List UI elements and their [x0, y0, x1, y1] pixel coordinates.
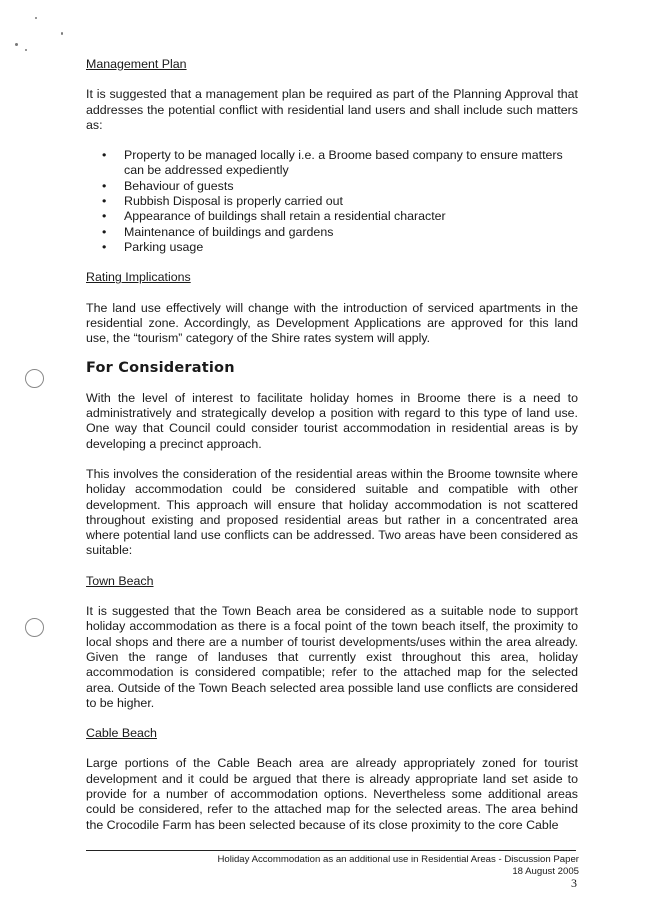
footer-date: 18 August 2005	[512, 865, 579, 877]
page-number: 3	[571, 876, 577, 890]
consideration-paragraph-2: This involves the consideration of the residential areas within the Broome townsite where holiday accommodation could be considered suitable and compatible with other development. This approach will ensure that holiday accommodation is not scattered throughout existing and proposed residential areas but rather in a concentrated area where potential land use conflicts can be addressed. Two areas have been considered as suitable:	[86, 466, 578, 558]
scan-speck	[35, 17, 37, 19]
scan-speck	[61, 32, 63, 35]
footer-document-title: Holiday Accommodation as an additional use in Residential Areas - Discussion Paper	[217, 854, 579, 865]
town-beach-body: It is suggested that the Town Beach area be considered as a suitable node to support holiday accommodation as there is a focal point of the town beach itself, the proximity to local shops and there are a number of tourist developments/uses within the area already. Given the range of landuses that currently exist throughout this area, holiday accommodation is considered compatible; refer to the attached map for the selected area. Outside of the Town Beach selected area possible land use conflicts are considered to be higher.	[86, 604, 578, 710]
management-plan-intro: It is suggested that a management plan be required as part of the Planning Approval that addresses the potential conflict with residential land users and shall include such matters as:	[86, 87, 578, 132]
management-plan-heading: Management Plan	[86, 57, 187, 71]
list-item: • Appearance of buildings shall retain a residential character	[124, 209, 578, 224]
cable-beach-heading: Cable Beach	[86, 726, 157, 741]
scan-speck	[15, 43, 18, 46]
consideration-paragraph-1: With the level of interest to facilitate holiday homes in Broome there is a need to administratively and strategically develop a position with regard to this type of land use. One way that Council could consider tourist accommodation in residential areas is by developing a precinct approach.	[86, 390, 578, 451]
list-item: • Behaviour of guests	[124, 179, 578, 194]
list-item: • Rubbish Disposal is properly carried out	[124, 194, 578, 209]
punch-hole	[25, 369, 44, 388]
rating-implications-body: The land use effectively will change with the introduction of serviced apartments in the residential zone. Accordingly, as Development Applications are approved for this land use, the “tourism” category of the Shire rates system will apply.	[86, 300, 578, 346]
town-beach-heading: Town Beach	[86, 573, 154, 588]
list-item: • Maintenance of buildings and gardens	[124, 225, 578, 240]
footer-divider	[86, 850, 576, 851]
cable-beach-body: Large portions of the Cable Beach area are already appropriately zoned for tourist development and it could be argued that there is already appropriate land set aside to provide for a number of accommodation options. Nevertheless some additional areas could be considered, refer to the attached map for the selected areas. The area behind the Crocodile Farm has been selected because of its close proximity to the core Cable	[86, 756, 578, 832]
punch-hole	[25, 618, 44, 637]
management-plan-list	[86, 148, 578, 255]
list-item: • Property to be managed locally i.e. a Broome based company to ensure matters can be addressed expediently	[124, 148, 578, 179]
rating-implications-heading: Rating Implications	[86, 270, 191, 285]
list-item: • Parking usage	[124, 240, 578, 255]
footer	[217, 854, 579, 877]
for-consideration-title: For Consideration	[86, 360, 235, 377]
document-body	[86, 57, 578, 848]
scan-speck	[25, 49, 27, 51]
